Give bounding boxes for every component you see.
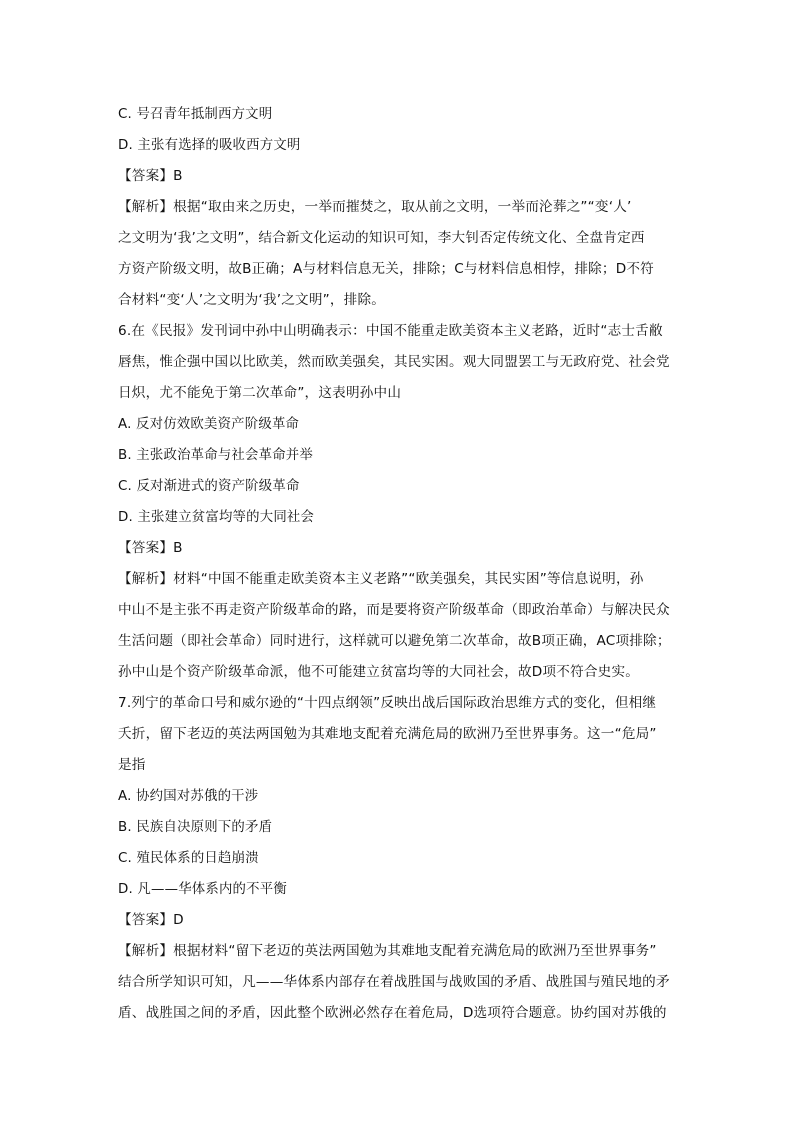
option-line: A. 协约国对苏俄的干涉: [118, 789, 259, 804]
analysis-line: 盾、战胜国之间的矛盾，因此整个欧洲必然存在着危局，D选项符合题意。协约国对苏俄的: [118, 1005, 667, 1021]
option-line: C. 殖民体系的日趋崩溃: [118, 851, 259, 866]
analysis-line: 方资产阶级文明，故B正确；A与材料信息无关，排除；C与材料信息相悖，排除；D不符: [118, 261, 654, 277]
option-line: C. 号召青年抵制西方文明: [118, 107, 273, 122]
question-line: 7.列宁的革命口号和威尔逊的“十四点纲领”反映出战后国际政治思维方式的变化，但相继: [118, 695, 657, 711]
option-line: A. 反对仿效欧美资产阶级革命: [118, 417, 300, 432]
question-line: 6.在《民报》发刊词中孙中山明确表示：中国不能重走欧美资本主义老路，近时“志士舌敝: [118, 323, 663, 339]
document-body: [118, 99, 678, 1029]
question-line: 夭折，留下老迈的英法两国勉为其难地支配着充满危局的欧洲乃至世界事务。这一“危局”: [118, 726, 657, 742]
analysis-line: 结合所学知识可知，凡——华体系内部存在着战胜国与战败国的矛盾、战胜国与殖民地的矛: [118, 974, 670, 990]
analysis-line: 【解析】材料“中国不能重走欧美资本主义老路”“欧美强矣，其民实困”等信息说明，孙: [118, 571, 644, 587]
analysis-line: 孙中山是个资产阶级革命派，他不可能建立贫富均等的大同社会，故D项不符合史实。: [118, 664, 640, 680]
option-line: D. 主张建立贫富均等的大同社会: [118, 510, 315, 525]
option-line: C. 反对渐进式的资产阶级革命: [118, 479, 300, 494]
answer-line: 【答案】D: [118, 912, 184, 928]
answer-line: 【答案】B: [118, 540, 183, 556]
option-line: D. 凡——华体系内的不平衡: [118, 882, 287, 897]
analysis-line: 【解析】根据“取由来之历史，一举而摧焚之，取从前之文明，一举而沦葬之”“变‘人’: [118, 199, 632, 215]
option-line: D. 主张有选择的吸收西方文明: [118, 138, 301, 153]
analysis-line: 中山不是主张不再走资产阶级革命的路，而是要将资产阶级革命（即政治革命）与解决民众: [118, 602, 670, 618]
analysis-line: 之文明为‘我’之文明”，结合新文化运动的知识可知，李大钊否定传统文化、全盘肯定西: [118, 230, 645, 246]
analysis-line: 生活问题（即社会革命）同时进行，这样就可以避免第二次革命，故B项正确，AC项排除；: [118, 633, 671, 649]
option-line: B. 民族自决原则下的矛盾: [118, 820, 273, 835]
answer-line: 【答案】B: [118, 168, 183, 184]
question-line: 唇焦，惟企强中国以比欧美，然而欧美强矣，其民实困。观大同盟罢工与无政府党、社会党: [118, 354, 670, 370]
question-line: 是指: [118, 757, 146, 773]
analysis-line: 合材料“变‘人’之文明为‘我’之文明”，排除。: [118, 292, 386, 308]
option-line: B. 主张政治革命与社会革命并举: [118, 448, 313, 463]
analysis-line: 【解析】根据材料“留下老迈的英法两国勉为其难地支配着充满危局的欧洲乃至世界事务”: [118, 943, 657, 959]
question-line: 日炽，尤不能免于第二次革命”，这表明孙中山: [118, 385, 402, 401]
